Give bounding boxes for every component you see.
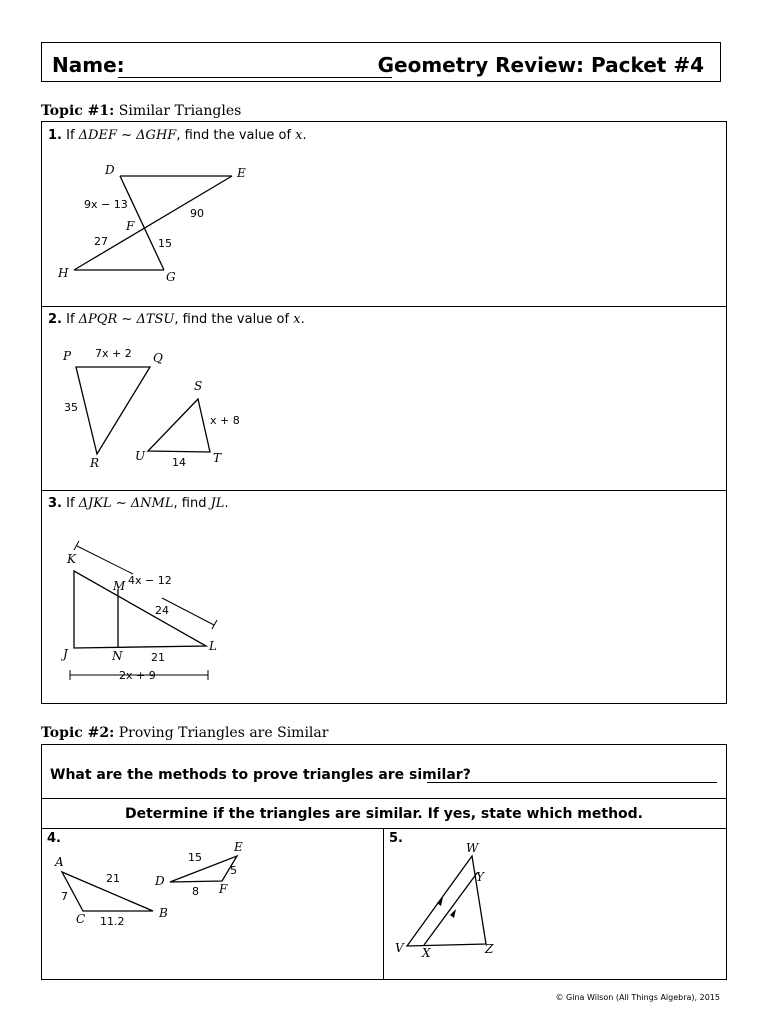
instruction-text: Determine if the triangles are similar. If yes, state which method.	[124, 806, 644, 822]
q1-tri1: ΔDEF	[78, 128, 117, 143]
question1-number: 1.	[48, 128, 62, 143]
q4-measure-ef: 5	[230, 864, 237, 877]
q1-label-d: D	[105, 163, 115, 177]
topic1-title: Similar Triangles	[118, 103, 242, 119]
q4-measure-cb: 11.2	[100, 915, 125, 928]
q3-pre: If	[66, 496, 79, 511]
q3-dim-ml	[162, 598, 214, 625]
name-label: Name:	[52, 53, 125, 77]
question3-box	[41, 490, 727, 704]
q3-measure-jl: 2x + 9	[119, 669, 156, 682]
q5-parallel-arrow-xy	[450, 909, 456, 918]
q4-label-f: F	[219, 882, 228, 896]
q2-triangle-tsu	[148, 399, 210, 452]
q5-label-x: X	[422, 946, 431, 960]
q3-measure-ml: 24	[155, 604, 169, 617]
question1-figure	[42, 122, 728, 308]
question5-figure	[42, 745, 728, 981]
q3-sim: ~	[111, 496, 131, 511]
q1-measure-df: 9x − 13	[84, 198, 128, 211]
q4-measure-de: 15	[188, 851, 202, 864]
q2-measure-st: x + 8	[210, 414, 240, 427]
q3-label-j: J	[63, 647, 68, 661]
q5-segment-xy	[424, 873, 477, 945]
q4-label-b: B	[159, 906, 168, 920]
q2-pre: If	[66, 312, 79, 327]
q1-sim: ~	[117, 128, 137, 143]
q3-label-n: N	[112, 649, 123, 663]
q5-parallel-arrow-vw	[437, 897, 443, 906]
q2-label-r: R	[90, 456, 100, 470]
q1-end: .	[302, 128, 307, 143]
q1-pre: If	[66, 128, 79, 143]
q3-tri2: ΔNML	[130, 496, 174, 511]
q1-measure-fe: 90	[190, 207, 204, 220]
q4-label-c: C	[76, 912, 86, 926]
q2-tri1: ΔPQR	[78, 312, 118, 327]
q4-label-e: E	[234, 840, 243, 854]
question3-figure	[42, 491, 728, 705]
header-box	[41, 42, 721, 82]
topic2-heading	[41, 725, 328, 741]
question2-box	[41, 306, 727, 491]
q2-label-t: T	[213, 451, 222, 465]
topic2-table	[41, 744, 727, 980]
q2-label-s: S	[194, 379, 203, 393]
q2-label-u: U	[135, 449, 146, 463]
topic1-label: Topic #1:	[41, 103, 115, 119]
q4-label-d: D	[155, 874, 165, 888]
q1-label-h: H	[58, 266, 69, 280]
q1-post: , find the value of	[176, 128, 296, 143]
q2-label-p: P	[63, 349, 72, 363]
q5-label-z: Z	[485, 942, 494, 956]
q2-sim: ~	[117, 312, 137, 327]
q2-measure-ut: 14	[172, 456, 186, 469]
question5-number: 5.	[389, 831, 403, 846]
question3-number: 3.	[48, 496, 62, 511]
q3-measure-kl: 4x − 12	[128, 574, 172, 587]
q3-label-m: M	[113, 579, 126, 593]
q2-var: x	[293, 312, 301, 327]
q3-dim-km	[77, 546, 133, 574]
q4-measure-ac: 7	[61, 890, 68, 903]
question4-number: 4.	[47, 831, 61, 846]
q5-label-w: W	[466, 841, 479, 855]
q5-triangle-vwz	[407, 856, 486, 946]
q2-measure-pq: 7x + 2	[95, 347, 132, 360]
question1-box	[41, 121, 727, 307]
q1-segment-eh	[74, 176, 232, 270]
q3-label-l: L	[209, 639, 217, 653]
q1-var: x	[295, 128, 303, 143]
q4-measure-ab: 21	[106, 872, 120, 885]
q2-label-q: Q	[153, 351, 163, 365]
q3-var: JL	[210, 496, 225, 511]
q4-label-a: A	[55, 855, 64, 869]
q3-post: , find	[173, 496, 211, 511]
q2-measure-pr: 35	[64, 401, 78, 414]
q5-label-y: Y	[476, 870, 484, 884]
q2-triangle-pqr	[76, 367, 150, 454]
q1-measure-hf: 27	[94, 235, 108, 248]
q1-label-e: E	[237, 166, 246, 180]
q1-measure-fg: 15	[158, 237, 172, 250]
q5-label-v: V	[395, 941, 404, 955]
q3-tri1: ΔJKL	[78, 496, 112, 511]
copyright-footer: © Gina Wilson (All Things Algebra), 2015	[555, 993, 720, 1002]
question2-figure	[42, 307, 728, 492]
topic2-label: Topic #2:	[41, 725, 115, 741]
q3-end: .	[224, 496, 229, 511]
q2-post: , find the value of	[174, 312, 294, 327]
packet-title: Geometry Review: Packet #4	[377, 53, 704, 77]
q2-tri2: ΔTSU	[136, 312, 175, 327]
q2-end: .	[300, 312, 305, 327]
q1-tri2: ΔGHF	[136, 128, 177, 143]
q1-label-g: G	[166, 270, 176, 284]
q1-label-f: F	[126, 219, 135, 233]
question2-number: 2.	[48, 312, 62, 327]
topic2-title: Proving Triangles are Similar	[118, 725, 329, 741]
q3-label-k: K	[67, 552, 76, 566]
q3-dim-tick-k	[74, 541, 79, 550]
topic1-heading	[41, 103, 241, 119]
q4-measure-df: 8	[192, 885, 199, 898]
methods-question: What are the methods to prove triangles are similar?	[50, 767, 471, 783]
name-line[interactable]	[118, 77, 392, 78]
q3-measure-nl: 21	[151, 651, 165, 664]
